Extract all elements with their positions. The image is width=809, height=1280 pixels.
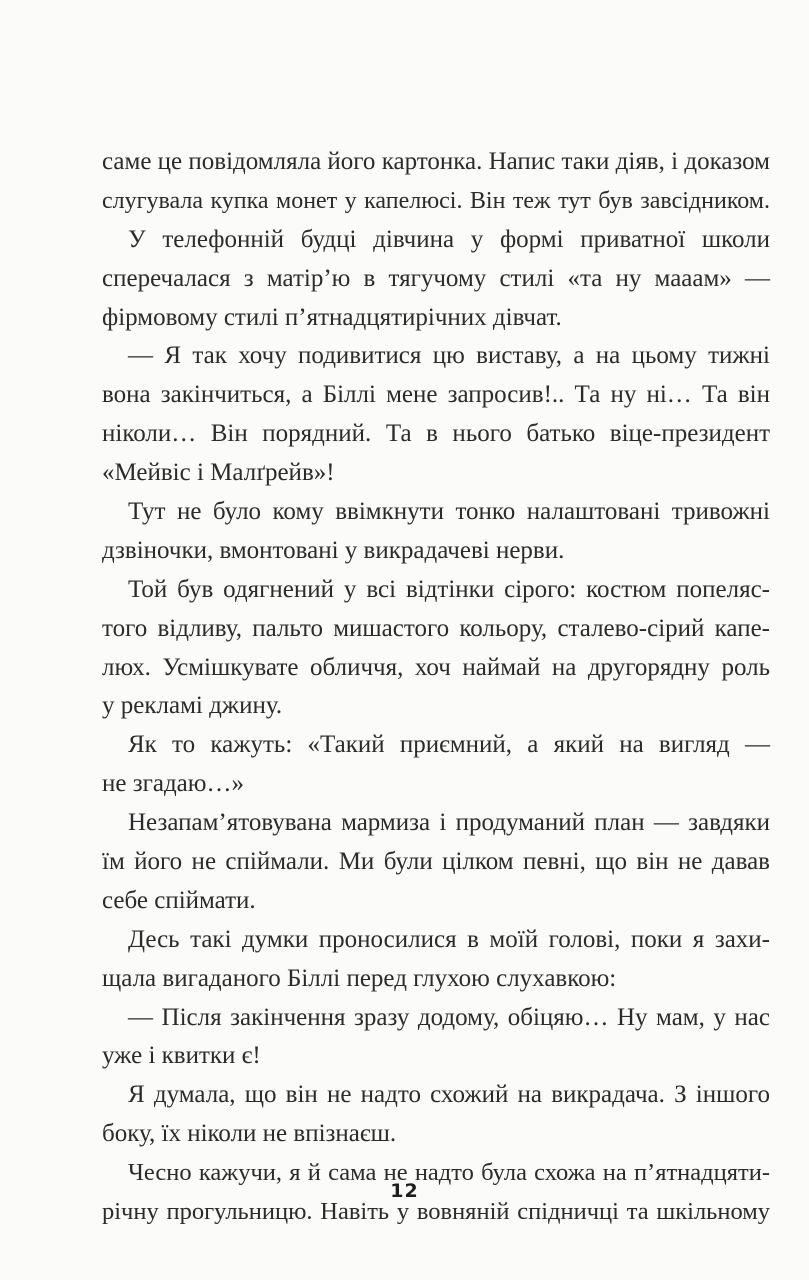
text-line: — Після закінчення зразу додому, обіцяю… Ну мам, у нас (128, 1003, 770, 1031)
text-line: Як то кажуть: «Такий приємний, а який на вигляд — (128, 731, 770, 759)
text-line: Незапам’ятовувана мармиза і продуманий план — завдяки (128, 809, 770, 837)
text-line: того відливу, пальто мишастого кольору, сталево-сірий капе- (102, 614, 770, 642)
text-line: боку, їх ніколи не впізнаєш. (102, 1120, 397, 1148)
text-line: — Я так хочу подивитися цю виставу, а на цьому тижні (128, 342, 770, 370)
text-line: їм його не спіймали. Ми були цілком певні, що він не давав (102, 848, 770, 876)
text-line: «Мейвіс і Малґрейв»! (102, 459, 335, 487)
text-line: у рекламі джину. (102, 692, 283, 720)
page-number: 12 (390, 1180, 419, 1202)
text-line: річну прогульницю. Навіть у вовняній спідничці та шкільному (102, 1198, 770, 1226)
text-line: люх. Усмішкувате обличчя, хоч наймай на другорядну роль (102, 653, 770, 681)
text-line: ніколи… Він порядний. Та в нього батько віце-президент (102, 420, 770, 448)
text-line: не згадаю…» (102, 770, 244, 798)
text-line: уже і квитки є! (102, 1042, 261, 1070)
text-line: Чесно кажучи, я й сама не надто була схожа на п’ятнадцяти- (128, 1159, 770, 1187)
text-line: фірмовому стилі п’ятнадцятирічних дівчат. (102, 303, 562, 331)
text-line: дзвіночки, вмонтовані у викрадачеві нерви. (102, 536, 565, 564)
text-line: Той був одягнений у всі відтінки сірого: костюм попеляс- (128, 575, 770, 603)
text-line: щала вигаданого Біллі перед глухою слухавкою: (102, 964, 617, 992)
body-text (102, 143, 770, 1232)
text-line: вона закінчиться, а Біллі мене запросив!.. Та ну ні… Та він (102, 381, 770, 409)
text-line: саме це повідомляла його картонка. Напис таки діяв, і доказом (102, 148, 770, 175)
text-line: Тут не було кому ввімкнути тонко налаштовані тривожні (128, 498, 770, 526)
text-line: У телефонній будці дівчина у формі приватної школи (128, 225, 770, 253)
text-line: себе спіймати. (102, 886, 256, 914)
text-line: Десь такі думки проносилися в моїй голові, поки я захи- (128, 925, 770, 953)
text-line: Я думала, що він не надто схожий на викрадача. З іншого (128, 1081, 770, 1109)
text-line: слугувала купка монет у капелюсі. Він теж тут був завсідником. (102, 187, 770, 214)
text-line: сперечалася з матір’ю в тягучому стилі «та ну мааам» — (102, 264, 770, 292)
